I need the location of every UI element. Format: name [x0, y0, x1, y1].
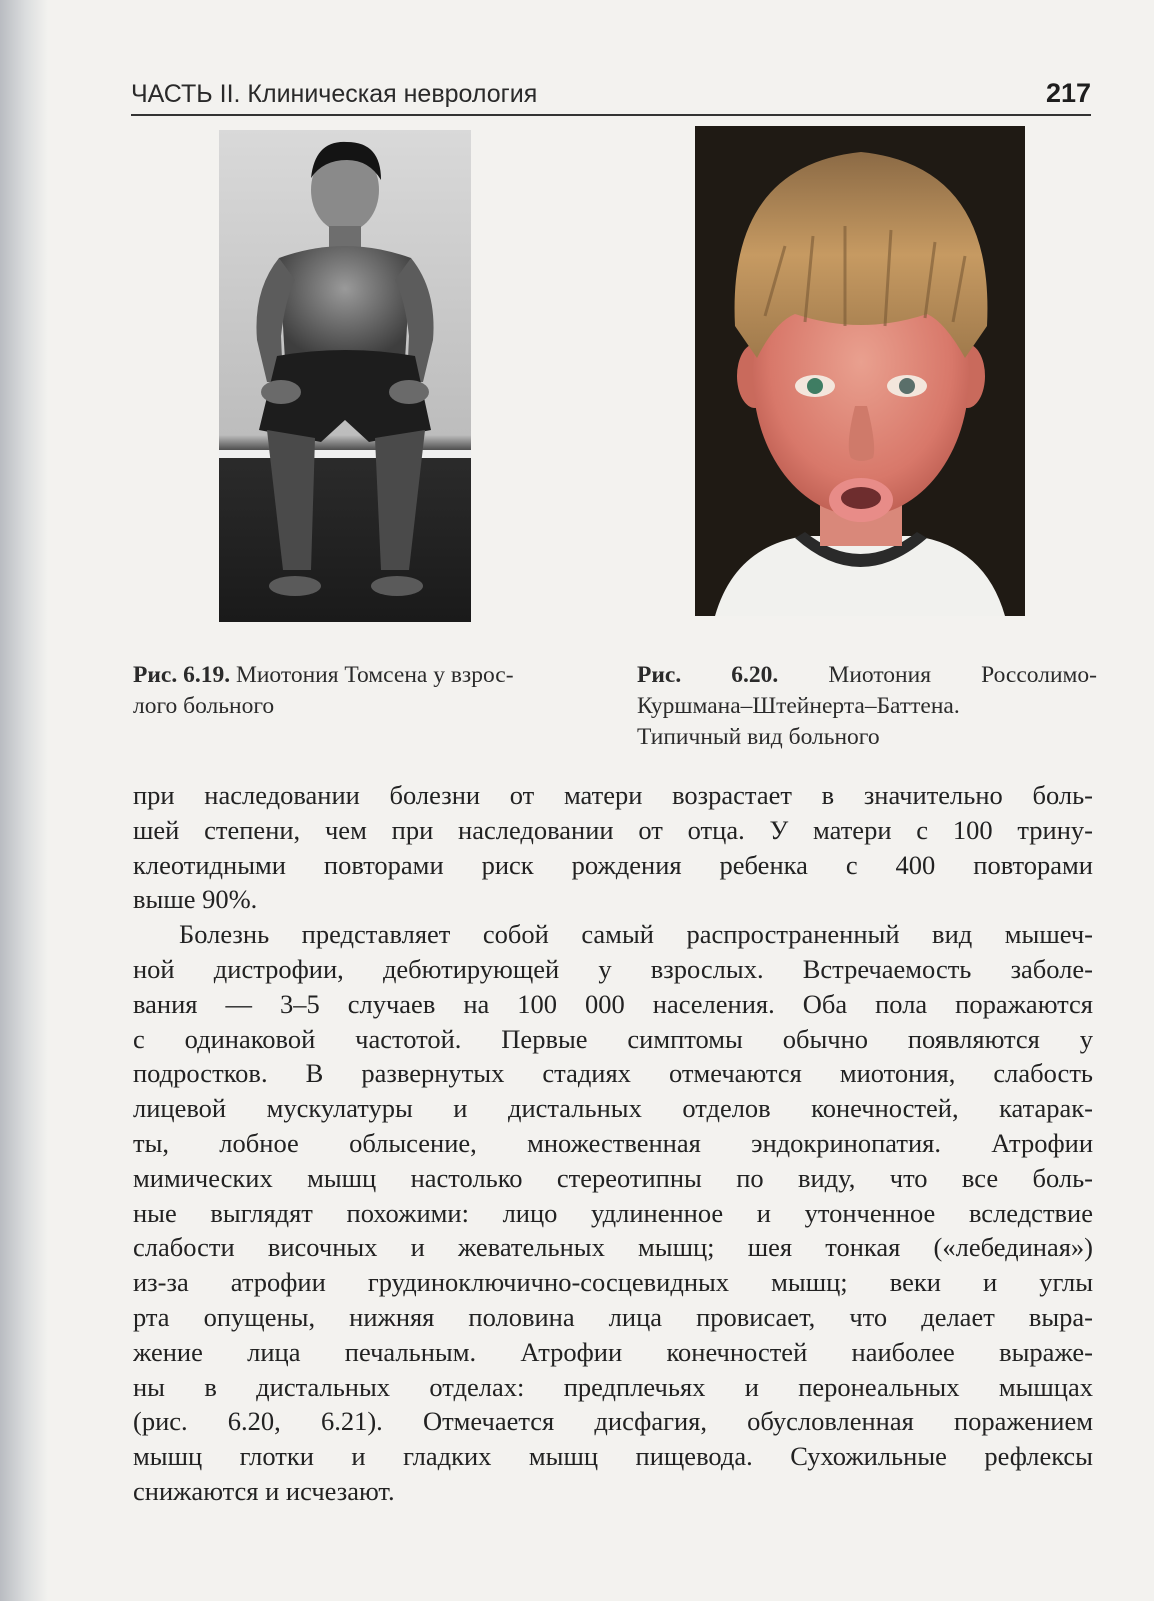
caption-line: Куршмана–Штейнерта–Баттена.: [637, 693, 960, 719]
text-line: мышц глотки и гладких мышц пищевода. Сухожильные рефлексы: [133, 1441, 1093, 1472]
text-line: ной дистрофии, дебютирующей у взрослых. Встречаемость заболе-: [133, 953, 1093, 984]
text-line: из-за атрофии грудиноключично-сосцевидных мышц; веки и углы: [133, 1267, 1093, 1298]
figure-label: Рис. 6.19.: [133, 662, 231, 688]
figure-label: Рис. 6.20.: [637, 662, 779, 688]
caption-line: [637, 660, 1097, 691]
text-line: снижаются и исчезают.: [133, 1475, 395, 1506]
text-line: ные выглядят похожими: лицо удлиненное и утонченное вследствие: [133, 1197, 1093, 1228]
running-header: [131, 80, 1091, 116]
text-line: жение лица печальным. Атрофии конечностей наиболее выраже-: [133, 1336, 1093, 1367]
text-line: шей степени, чем при наследовании от отца. У матери с 100 трину-: [133, 814, 1093, 845]
paragraph-1: [133, 778, 1093, 917]
paragraph-2: [133, 917, 1093, 1509]
text-line: вания — 3–5 случаев на 100 000 населения. Оба пола поражаются: [133, 988, 1093, 1019]
figure-6-20-caption: [637, 660, 1097, 753]
text-line: с одинаковой частотой. Первые симптомы обычно появляются у: [133, 1023, 1093, 1054]
text-line: (рис. 6.20, 6.21). Отмечается дисфагия, обусловленная поражением: [133, 1406, 1093, 1437]
caption-line: Типичный вид больного: [637, 724, 880, 750]
text-line: ты, лобное облысение, множественная эндокринопатия. Атрофии: [133, 1127, 1093, 1158]
header-title: ЧАСТЬ II. Клиническая неврология: [131, 80, 538, 108]
text-line: клеотидными повторами риск рождения ребенка с 400 повторами: [133, 849, 1093, 880]
seated-patient-image: [219, 130, 471, 622]
text-line: лицевой мускулатуры и дистальных отделов конечностей, катарак-: [133, 1093, 1093, 1124]
figure-6-20-photo: [695, 126, 1025, 616]
caption-line: лого больного: [133, 693, 275, 719]
page-spine-shadow: [0, 0, 48, 1601]
caption-text: Миотония Томсена у взрос-: [235, 662, 514, 688]
text-line: Болезнь представляет собой самый распространенный вид мышеч-: [179, 919, 1093, 950]
body-text: [133, 778, 1093, 1509]
child-portrait-image: [695, 126, 1025, 616]
text-line: мимических мышц настолько стереотипны по виду, что все боль-: [133, 1162, 1093, 1193]
text-line: подростков. В развернутых стадиях отмечаются миотония, слабость: [133, 1058, 1093, 1089]
text-line: выше 90%.: [133, 884, 258, 915]
text-line: рта опущены, нижняя половина лица провисает, что делает выра-: [133, 1301, 1093, 1332]
text-line: при наследовании болезни от матери возрастает в значительно боль-: [133, 780, 1093, 810]
caption-text: Миотония Россолимо-: [828, 662, 1097, 688]
text-line: ны в дистальных отделах: предплечьях и перонеальных мышцах: [133, 1371, 1093, 1402]
text-line: слабости височных и жевательных мышц; шея тонкая («лебединая»): [133, 1232, 1093, 1263]
figure-6-19-caption: [133, 660, 585, 722]
page-number: 217: [1045, 78, 1091, 108]
figure-6-19-photo: [219, 130, 471, 622]
caption-line: [133, 660, 585, 691]
